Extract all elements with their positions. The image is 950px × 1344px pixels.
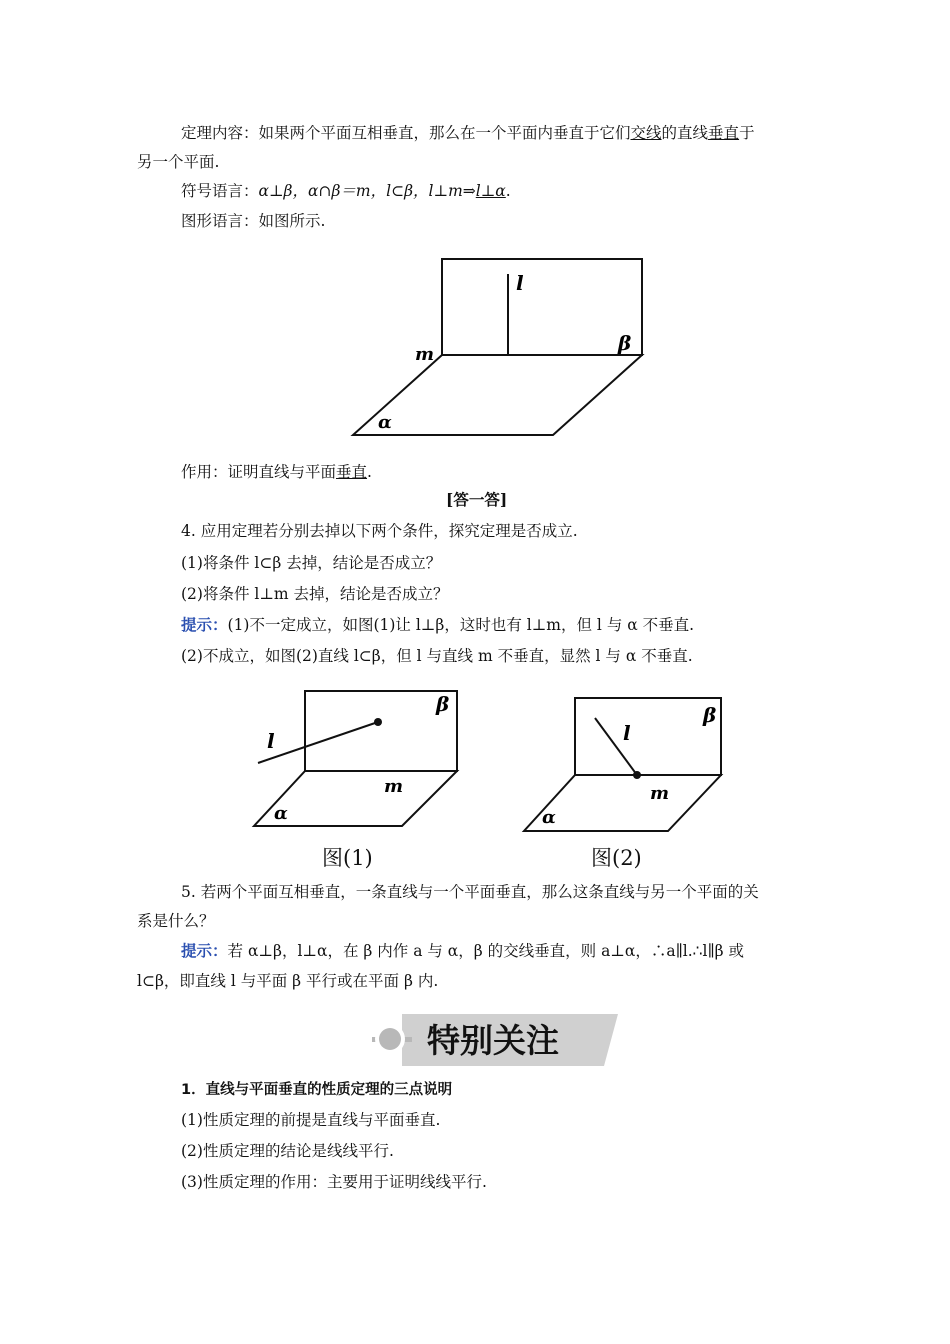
fig1-label-beta: β [436, 692, 450, 716]
label-alpha: α [378, 412, 392, 433]
fig1-plane-beta [305, 691, 457, 771]
special-attention-banner [372, 1010, 620, 1068]
fig2-label-beta: β [703, 703, 717, 727]
figure-2 [518, 692, 733, 842]
hint-label: 提示： [181, 615, 228, 634]
answer-5-line1 [181, 941, 744, 961]
theorem-underline-perpendicular: 垂直 [708, 124, 740, 142]
theorem-content-mid: 的直线 [661, 124, 709, 142]
question-4-2: (2)将条件 l⊥m 去掉，结论是否成立？ [181, 585, 449, 603]
theorem-content-line2: 另一个平面. [137, 153, 220, 171]
theorem-figure [340, 250, 660, 445]
answer-4-1-line [181, 615, 694, 635]
fig2-label-l: l [623, 721, 631, 745]
question-5-line2: 系是什么？ [137, 912, 215, 930]
use-end: . [367, 463, 372, 481]
figure-2-caption: 图(2) [591, 846, 642, 870]
symbol-end: . [505, 182, 511, 200]
fig1-label-m: m [384, 776, 404, 797]
figure-1 [250, 685, 470, 835]
fig2-line-l [595, 718, 637, 775]
notes-item-1: (1)性质定理的前提是直线与平面垂直. [181, 1111, 441, 1129]
symbol-label: 符号语言： [181, 182, 259, 200]
fig2-label-m: m [650, 783, 670, 804]
theorem-use-line [181, 462, 372, 482]
plane-beta-rect [442, 259, 642, 355]
symbol-conclusion: l⊥α [475, 182, 506, 200]
use-prefix: 作用：证明直线与平面 [181, 463, 337, 481]
answer-4-2: (2)不成立，如图(2)直线 l⊂β，但 l 与直线 m 不垂直，显然 l 与 α 不垂直. [181, 647, 693, 665]
answer-5-text: 若 α⊥β，l⊥α，在 β 内作 a 与 α，β 的交线垂直，则 a⊥α，∴a∥l.∴l∥β 或 [227, 942, 745, 960]
theorem-content-suffix: 于 [739, 124, 755, 142]
notes-item-2: (2)性质定理的结论是线线平行. [181, 1142, 394, 1160]
theorem-underline-intersection: 交线 [630, 124, 662, 142]
fig1-label-l: l [267, 729, 275, 753]
fig2-label-alpha: α [542, 807, 556, 828]
plane-alpha [353, 355, 642, 435]
use-underline: 垂直 [336, 463, 368, 481]
banner-circle-inner [379, 1028, 401, 1050]
question-4-1: (1)将条件 l⊂β 去掉，结论是否成立？ [181, 554, 442, 572]
theorem-figure-label: 图形语言：如图所示. [181, 212, 326, 230]
symbol-expression: α⊥β，α∩β＝m，l⊂β，l⊥m⇒ [258, 182, 476, 200]
label-l: l [516, 271, 524, 295]
answer-5-line2: l⊂β，即直线 l 与平面 β 平行或在平面 β 内. [137, 972, 439, 990]
question-4: 4. 应用定理若分别去掉以下两个条件，探究定理是否成立. [181, 522, 578, 540]
theorem-symbol-line [181, 181, 511, 201]
qa-heading: [答一答] [446, 490, 508, 509]
fig2-point [633, 771, 641, 779]
fig1-point [374, 718, 382, 726]
notes-item-3: (3)性质定理的作用：主要用于证明线线平行. [181, 1173, 487, 1191]
theorem-content-prefix: 定理内容：如果两个平面互相垂直，那么在一个平面内垂直于它们 [181, 124, 631, 142]
hint-label-5: 提示： [181, 941, 228, 960]
label-m: m [415, 344, 435, 365]
answer-4-1: (1)不一定成立，如图(1)让 l⊥β，这时也有 l⊥m，但 l 与 α 不垂直. [227, 616, 695, 634]
theorem-content-line1 [181, 123, 755, 143]
figure-1-caption: 图(1) [322, 846, 373, 870]
fig2-plane-beta [575, 698, 721, 775]
banner-title: 特别关注 [427, 1021, 559, 1060]
fig1-line-l [258, 722, 378, 763]
label-beta: β [618, 331, 632, 355]
fig1-label-alpha: α [274, 803, 288, 824]
question-5-line1: 5. 若两个平面互相垂直，一条直线与一个平面垂直，那么这条直线与另一个平面的关 [181, 883, 759, 901]
notes-heading: 1．直线与平面垂直的性质定理的三点说明 [181, 1082, 453, 1098]
